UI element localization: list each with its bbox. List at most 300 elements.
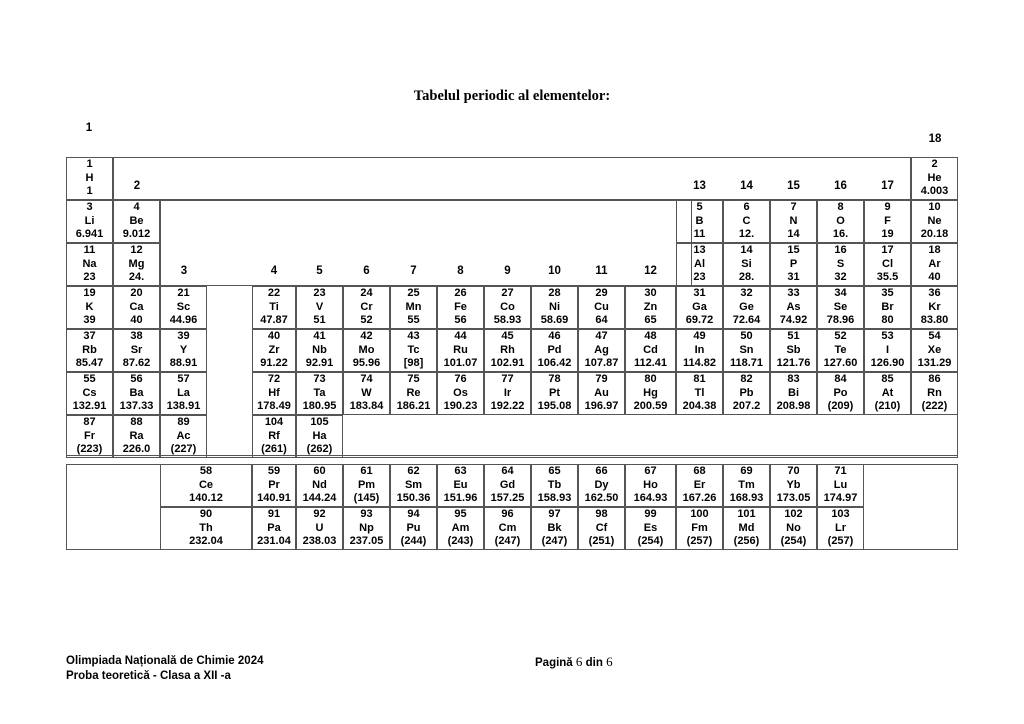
element-symbol: Ha (312, 429, 327, 442)
page-title: Tabelul periodic al elementelor: (413, 88, 611, 104)
atomic-mass: 35.5 (876, 271, 899, 284)
element-cell (437, 329, 484, 372)
element-symbol: P (789, 257, 798, 270)
atomic-number: 58 (199, 465, 213, 478)
atomic-mass: 195.08 (537, 400, 572, 413)
atomic-mass: 16. (832, 228, 849, 241)
atomic-number: 88 (130, 416, 143, 429)
atomic-mass: 204.38 (682, 400, 717, 413)
atomic-mass: 85.47 (75, 357, 104, 370)
element-cell (723, 286, 770, 329)
atomic-mass: 44.96 (169, 314, 198, 327)
atomic-mass: 151.96 (443, 492, 478, 505)
element-cell (252, 464, 296, 507)
atomic-number: 77 (501, 373, 514, 386)
element-cell (113, 372, 160, 415)
atomic-number: 34 (834, 287, 847, 300)
element-symbol: Pr (268, 478, 280, 491)
atomic-number: 12 (130, 244, 143, 257)
atomic-number: 83 (787, 373, 800, 386)
element-cell (531, 464, 578, 507)
atomic-number: 104 (264, 416, 284, 429)
element-cell (343, 286, 390, 329)
element-symbol: Be (129, 214, 144, 227)
atomic-number: 5 (696, 201, 703, 214)
atomic-number: 94 (407, 508, 420, 521)
element-symbol: Bk (547, 521, 562, 534)
element-cell (676, 372, 723, 415)
element-symbol: Am (451, 521, 470, 534)
page-prefix: Pagină (535, 657, 573, 669)
element-cell (864, 372, 911, 415)
element-symbol: Th (199, 521, 213, 534)
element-cell (531, 372, 578, 415)
atomic-mass: 95.96 (352, 357, 381, 370)
group-label: 4 (270, 265, 278, 277)
group-label: 12 (644, 265, 657, 277)
group-label: 3 (180, 265, 188, 277)
atomic-number: 93 (360, 508, 373, 521)
atomic-number: 13 (693, 244, 706, 257)
atomic-number: 81 (693, 373, 706, 386)
group-label: 16 (834, 180, 847, 192)
element-symbol: Fm (691, 521, 708, 534)
atomic-number: 16 (834, 244, 847, 257)
atomic-number: 62 (407, 465, 420, 478)
atomic-number: 9 (884, 201, 891, 214)
atomic-number: 71 (834, 465, 847, 478)
atomic-number: 99 (644, 508, 657, 521)
atomic-mass: 40 (130, 314, 143, 327)
element-symbol: Po (833, 386, 848, 399)
atomic-mass: 118.71 (729, 357, 764, 370)
element-symbol: O (836, 214, 845, 227)
atomic-number: 105 (310, 416, 329, 429)
element-symbol: Tm (738, 478, 755, 491)
element-symbol: Tb (547, 478, 562, 491)
element-symbol: Se (833, 300, 848, 313)
atomic-mass: (145) (353, 492, 380, 505)
atomic-mass: 39 (83, 314, 96, 327)
element-cell (437, 372, 484, 415)
atomic-mass: 232.04 (189, 535, 223, 548)
atomic-mass: (223) (76, 443, 103, 456)
element-symbol: Cf (595, 521, 608, 534)
atomic-mass: 162.50 (584, 492, 619, 505)
atomic-number: 89 (177, 416, 190, 429)
atomic-mass: (254) (637, 535, 664, 548)
element-symbol: Ti (269, 300, 279, 313)
atomic-number: 66 (595, 465, 608, 478)
atomic-number: 31 (693, 287, 706, 300)
atomic-mass: 127.60 (823, 357, 858, 370)
separator-line (66, 455, 958, 456)
element-cell (390, 507, 437, 550)
element-cell (531, 507, 578, 550)
atomic-number: 10 (928, 201, 941, 214)
atomic-mass: (261) (261, 443, 287, 456)
atomic-mass: (247) (541, 535, 568, 548)
atomic-mass: 14 (787, 228, 800, 241)
element-cell (296, 507, 343, 550)
atomic-mass: 231.04 (257, 535, 291, 548)
element-symbol: Rh (500, 343, 515, 356)
element-symbol: Na (82, 257, 97, 270)
atomic-mass: 196.97 (584, 400, 619, 413)
element-cell (770, 372, 817, 415)
element-symbol: Hf (268, 386, 280, 399)
element-cell (66, 329, 113, 372)
element-symbol: Ra (129, 429, 144, 442)
atomic-number: 67 (644, 465, 657, 478)
atomic-mass: 1 (86, 185, 93, 198)
atomic-number: 98 (595, 508, 608, 521)
element-symbol: At (881, 386, 894, 399)
page-current: 6 (575, 654, 583, 669)
element-cell (625, 507, 676, 550)
atomic-mass: 65 (644, 314, 657, 327)
element-cell (66, 286, 113, 329)
atomic-mass: 121.76 (776, 357, 811, 370)
element-cell (723, 243, 770, 286)
atomic-number: 84 (834, 373, 847, 386)
element-cell (252, 507, 296, 550)
atomic-number: 22 (267, 287, 281, 300)
atomic-mass: 40 (928, 271, 941, 284)
element-symbol: Mo (358, 343, 375, 356)
atomic-number: 100 (690, 508, 709, 521)
element-symbol: Au (594, 386, 609, 399)
atomic-number: 82 (740, 373, 753, 386)
group-label: 10 (548, 265, 561, 277)
element-symbol: Co (500, 300, 515, 313)
element-symbol: F (884, 214, 891, 227)
atomic-mass: 58.93 (493, 314, 522, 327)
element-symbol: Rf (268, 429, 280, 442)
element-cell (390, 372, 437, 415)
atomic-mass: 164.93 (633, 492, 668, 505)
atomic-number: 95 (454, 508, 467, 521)
element-symbol: Al (694, 257, 705, 270)
element-cell (770, 329, 817, 372)
element-cell (66, 415, 113, 458)
atomic-number: 20 (130, 287, 143, 300)
atomic-mass: 131.29 (917, 357, 952, 370)
atomic-mass: 208.98 (776, 400, 811, 413)
atomic-mass: 32 (834, 271, 847, 284)
atomic-number: 3 (86, 201, 93, 214)
atomic-mass: 23 (693, 271, 706, 284)
atomic-number: 86 (928, 373, 941, 386)
atomic-number: 73 (313, 373, 326, 386)
element-cell (343, 329, 390, 372)
atomic-number: 15 (787, 244, 800, 257)
group-label: 1 (85, 122, 93, 134)
group-label: 7 (410, 265, 417, 277)
element-symbol: Cs (82, 386, 97, 399)
element-cell (578, 507, 625, 550)
atomic-mass: 174.97 (823, 492, 858, 505)
atomic-number: 78 (548, 373, 561, 386)
element-cell (160, 464, 252, 507)
atomic-mass: (254) (780, 535, 807, 548)
atomic-mass: 23 (83, 271, 96, 284)
element-cell (911, 243, 958, 286)
element-symbol: Cm (498, 521, 517, 534)
element-symbol: Sc (176, 300, 191, 313)
element-symbol: Kr (928, 300, 941, 313)
element-cell (484, 507, 531, 550)
element-symbol: Er (693, 478, 706, 491)
element-symbol: Nd (312, 478, 327, 491)
atomic-number: 14 (740, 244, 753, 257)
atomic-number: 103 (831, 508, 850, 521)
atomic-number: 25 (407, 287, 420, 300)
atomic-mass: 80 (881, 314, 894, 327)
element-cell (113, 415, 160, 458)
atomic-mass: 173.05 (776, 492, 811, 505)
element-symbol: Np (359, 521, 374, 534)
atomic-number: 37 (83, 330, 96, 343)
element-symbol: Ge (739, 300, 754, 313)
element-cell (113, 329, 160, 372)
element-cell (723, 372, 770, 415)
element-cell (437, 464, 484, 507)
atomic-number: 46 (548, 330, 561, 343)
atomic-number: 72 (267, 373, 281, 386)
atomic-mass: 200.59 (633, 400, 668, 413)
element-cell (160, 286, 207, 329)
atomic-number: 47 (595, 330, 608, 343)
atomic-number: 28 (548, 287, 561, 300)
element-symbol: Rn (927, 386, 942, 399)
element-cell (578, 464, 625, 507)
element-cell (676, 286, 723, 329)
group-label: 8 (457, 265, 464, 277)
atomic-number: 49 (693, 330, 706, 343)
element-cell (484, 329, 531, 372)
page-number (535, 654, 613, 670)
atomic-number: 11 (83, 244, 96, 257)
atomic-mass: 167.26 (682, 492, 717, 505)
element-symbol: Ag (594, 343, 609, 356)
element-cell (343, 464, 390, 507)
element-symbol: Cl (882, 257, 893, 270)
atomic-mass: 180.95 (302, 400, 337, 413)
group-label: 14 (740, 180, 753, 192)
atomic-number: 7 (790, 201, 797, 214)
element-cell (296, 329, 343, 372)
atomic-number: 57 (177, 373, 190, 386)
atomic-number: 48 (644, 330, 657, 343)
element-symbol: Ac (176, 429, 191, 442)
element-symbol: Eu (453, 478, 468, 491)
element-cell (578, 372, 625, 415)
element-symbol: B (695, 214, 704, 227)
atomic-number: 6 (743, 201, 750, 214)
atomic-number: 97 (548, 508, 561, 521)
atomic-mass: (227) (170, 443, 197, 456)
atomic-mass: (251) (588, 535, 615, 548)
element-cell (676, 329, 723, 372)
atomic-number: 8 (837, 201, 844, 214)
element-cell (578, 329, 625, 372)
atomic-mass: 183.84 (349, 400, 384, 413)
atomic-mass: 137.33 (119, 400, 154, 413)
atomic-mass: 4.003 (920, 185, 949, 198)
element-cell (911, 372, 958, 415)
element-symbol: Sn (739, 343, 754, 356)
element-symbol: Ce (198, 478, 214, 491)
atomic-mass: (257) (686, 535, 713, 548)
atomic-mass: 132.91 (72, 400, 107, 413)
atomic-mass: 52 (360, 314, 373, 327)
element-symbol: Pm (357, 478, 376, 491)
atomic-mass: 31 (787, 271, 800, 284)
element-cell (911, 157, 958, 200)
group-label: 15 (787, 180, 800, 192)
element-cell (531, 329, 578, 372)
element-cell (676, 243, 723, 286)
element-cell (676, 507, 723, 550)
element-cell (484, 464, 531, 507)
atomic-number: 90 (199, 508, 213, 521)
element-symbol: Xe (927, 343, 942, 356)
element-cell (390, 286, 437, 329)
element-symbol: Tc (407, 343, 420, 356)
atomic-mass: 47.87 (260, 314, 288, 327)
atomic-mass: (247) (494, 535, 521, 548)
atomic-number: 24 (360, 287, 373, 300)
atomic-number: 19 (83, 287, 96, 300)
element-cell (296, 286, 343, 329)
atomic-mass: 207.2 (732, 400, 761, 413)
element-symbol: Pb (739, 386, 754, 399)
element-cell (160, 372, 207, 415)
element-symbol: Zn (643, 300, 658, 313)
element-symbol: Gd (499, 478, 516, 491)
atomic-mass: (257) (827, 535, 854, 548)
atomic-number: 87 (83, 416, 96, 429)
element-cell (911, 329, 958, 372)
element-cell (252, 372, 296, 415)
element-symbol: H (85, 171, 94, 184)
group-label: 18 (928, 133, 942, 145)
element-symbol: Pd (547, 343, 562, 356)
atomic-number: 21 (177, 287, 190, 300)
atomic-number: 76 (454, 373, 467, 386)
atomic-number: 101 (737, 508, 756, 521)
atomic-number: 30 (644, 287, 657, 300)
element-symbol: Ru (453, 343, 468, 356)
atomic-mass: (209) (827, 400, 854, 413)
atomic-number: 27 (501, 287, 514, 300)
atomic-mass: 140.12 (189, 492, 223, 505)
element-cell (817, 507, 864, 550)
element-symbol: Y (179, 343, 188, 356)
element-symbol: Sr (130, 343, 143, 356)
atomic-number: 36 (928, 287, 941, 300)
atomic-number: 102 (784, 508, 803, 521)
element-cell (66, 372, 113, 415)
element-symbol: Mg (128, 257, 145, 270)
element-cell (66, 243, 113, 286)
footer-olympiad: Olimpiada Națională de Chimie 2024 (66, 655, 264, 667)
atomic-mass: 190.23 (443, 400, 478, 413)
atomic-number: 59 (267, 465, 281, 478)
atomic-mass: 56 (454, 314, 467, 327)
atomic-mass: 226.0 (122, 443, 151, 456)
atomic-number: 52 (834, 330, 847, 343)
atomic-number: 74 (360, 373, 373, 386)
atomic-mass: 9.012 (122, 228, 151, 241)
element-cell (625, 464, 676, 507)
element-cell (676, 200, 723, 243)
atomic-mass: 74.92 (779, 314, 808, 327)
atomic-number: 85 (881, 373, 894, 386)
atomic-mass: [98] (403, 357, 424, 370)
atomic-mass: 178.49 (257, 400, 291, 413)
atomic-mass: 192.22 (490, 400, 525, 413)
atomic-number: 4 (133, 201, 140, 214)
atomic-mass: 140.91 (257, 492, 291, 505)
element-cell (252, 286, 296, 329)
element-cell (484, 286, 531, 329)
atomic-number: 23 (313, 287, 326, 300)
footer-exam: Proba teoretică - Clasa a XII -a (66, 670, 231, 682)
atomic-mass: 168.93 (729, 492, 764, 505)
atomic-number: 18 (928, 244, 941, 257)
atomic-mass: 101.07 (443, 357, 478, 370)
atomic-mass: 6.941 (75, 228, 104, 241)
element-symbol: As (786, 300, 801, 313)
atomic-mass: (244) (400, 535, 427, 548)
element-cell (723, 507, 770, 550)
element-symbol: Ta (313, 386, 326, 399)
element-cell (817, 286, 864, 329)
element-symbol: Zr (268, 343, 280, 356)
element-symbol: In (694, 343, 705, 356)
atomic-number: 1 (86, 158, 93, 171)
element-cell (676, 464, 723, 507)
group-label: 17 (881, 180, 894, 192)
element-symbol: Yb (786, 478, 801, 491)
atomic-number: 51 (787, 330, 800, 343)
atomic-mass: 64 (595, 314, 608, 327)
atomic-mass: 55 (407, 314, 420, 327)
element-cell (113, 200, 160, 243)
element-symbol: N (789, 214, 798, 227)
atomic-mass: 186.21 (396, 400, 431, 413)
atomic-number: 96 (501, 508, 514, 521)
element-cell (160, 507, 252, 550)
atomic-number: 65 (548, 465, 561, 478)
atomic-mass: 114.82 (682, 357, 717, 370)
atomic-mass: 58.69 (540, 314, 569, 327)
atomic-mass: (256) (733, 535, 760, 548)
element-symbol: Rb (82, 343, 97, 356)
element-cell (66, 157, 113, 200)
atomic-mass: 126.90 (870, 357, 905, 370)
group-label: 6 (363, 265, 370, 277)
atomic-mass: (210) (874, 400, 901, 413)
atomic-mass: 150.36 (396, 492, 431, 505)
atomic-mass: 112.41 (633, 357, 668, 370)
atomic-number: 69 (740, 465, 753, 478)
element-symbol: Ni (549, 300, 560, 313)
element-symbol: I (885, 343, 890, 356)
element-cell (296, 415, 343, 458)
